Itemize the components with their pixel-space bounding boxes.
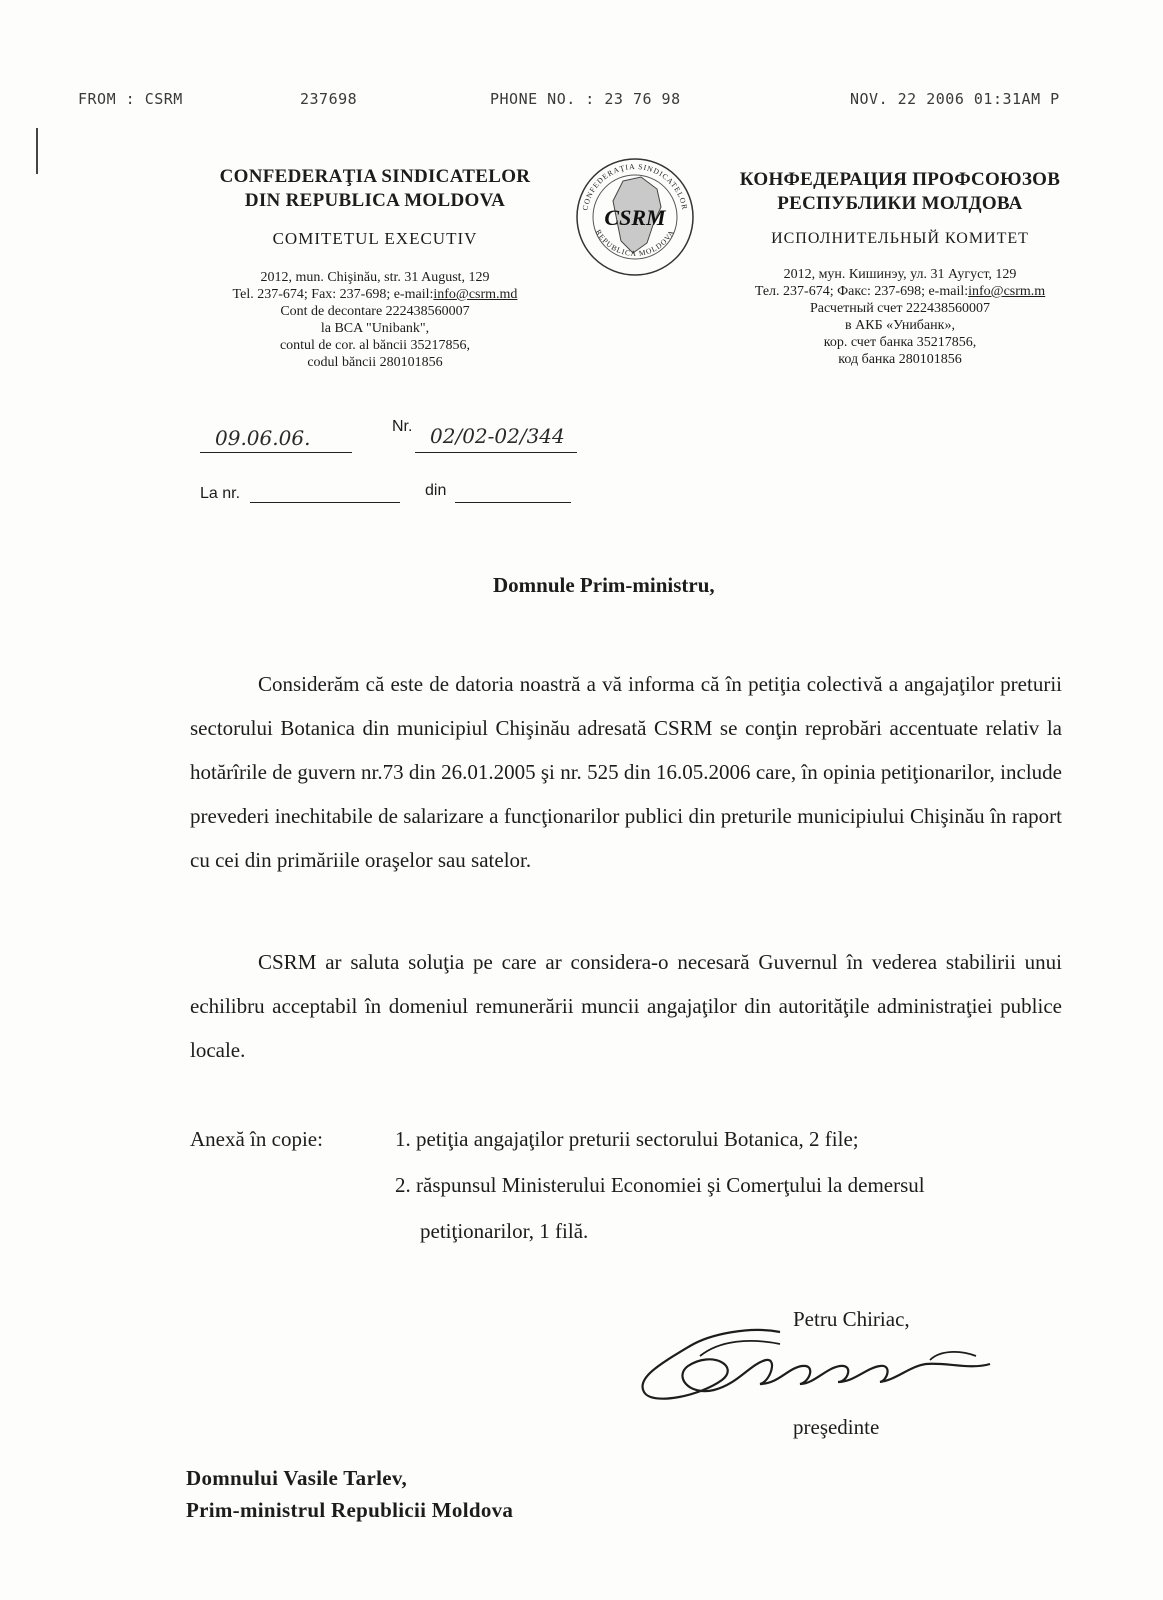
la-nr-line: [250, 502, 400, 503]
la-nr-label: La nr.: [200, 485, 241, 502]
fax-phone: PHONE NO. : 23 76 98: [490, 90, 681, 108]
bank-code-ro: codul băncii 280101856: [307, 355, 443, 370]
letter-date: 09.06.06.: [215, 426, 311, 450]
tel-fax-ro: Tel. 237-674; Fax: 237-698; e-mail:: [232, 287, 434, 302]
address-ru: 2012, мун. Кишинэу, ул. 31 Аугуст, 129: [783, 267, 1017, 282]
address-ro: 2012, mun. Chişinău, str. 31 August, 129: [260, 270, 490, 285]
bank-code-ru: код банка 280101856: [838, 352, 962, 367]
committee-ru: ИСПОЛНИТЕЛЬНЫЙ КОМИТЕТ: [771, 230, 1029, 247]
fax-datetime: NOV. 22 2006 01:31AM P: [850, 90, 1060, 108]
nr-underline: [415, 452, 577, 453]
account-ro: Cont de decontare 222438560007: [280, 304, 470, 319]
csrm-logo-icon: [573, 155, 697, 279]
nr-label: Nr.: [392, 418, 413, 435]
din-label: din: [425, 482, 447, 499]
bank-ru: в АКБ «Унибанк»,: [845, 318, 955, 333]
cor-account-ro: contul de cor. al băncii 35217856,: [279, 338, 471, 353]
paragraph-2: CSRM ar saluta soluţia pe care ar considera-o necesară Guvernul în vederea stabilirii unui echilibru acceptabil în domeniul remunerării muncii angajaţilor din autorităţile administraţiei publice locale.: [190, 950, 1062, 1062]
annex-label: Anexă în copie:: [190, 1127, 323, 1151]
signatory-name: Petru Chiriac,: [793, 1307, 910, 1331]
salutation: Domnule Prim-ministru,: [493, 573, 715, 597]
annex-item-2: 2. răspunsul Ministerului Economiei şi Comerţului la demersul: [395, 1173, 925, 1197]
account-ru: Расчетный счет 222438560007: [809, 301, 990, 316]
addressee-title: Prim-ministrul Republicii Moldova: [186, 1498, 514, 1522]
bank-ro: la BCA "Unibank",: [320, 321, 430, 336]
header-right: [715, 168, 1085, 368]
org-name-ro-line2: DIN REPUBLICA MOLDOVA: [244, 190, 506, 211]
signatory-title: preşedinte: [793, 1415, 880, 1439]
logo-ring-bottom: REPUBLICA MOLDOVA: [593, 227, 677, 258]
addressee: [186, 1462, 513, 1526]
fax-number: 237698: [300, 90, 358, 108]
email-ro[interactable]: info@csrm.md: [433, 287, 518, 302]
header-left: [190, 165, 560, 371]
annex-item-1: 1. petiţia angajaţilor preturii sectorului Botanica, 2 file;: [395, 1127, 859, 1151]
committee-ro: COMITETUL EXECUTIV: [272, 229, 478, 248]
fax-from: FROM : CSRM: [78, 90, 183, 108]
cor-account-ru: кор. счет банка 35217856,: [823, 335, 977, 350]
logo-ring-top: CONFEDERAŢIA SINDICATELOR: [580, 161, 690, 212]
addressee-name: Domnului Vasile Tarlev,: [186, 1466, 408, 1490]
annex-item-2-cont: petiţionarilor, 1 filă.: [420, 1219, 589, 1243]
paragraph-1: Considerăm că este de datoria noastră a vă informa că în petiţia colectivă a angajaţilor preturii sectorului Botanica din municipiul Chişinău adresată CSRM se conţin reprobări accentuate relativ la hotărîrile de guvern nr.73 din 26.01.2005 şi nr. 525 din 16.05.2006 care, în opinia petiţionarilor, include prevederi inechitabile de salarizare a funcţionarilor publici din preturile municipiului Chişinău în raport cu cei din primăriile oraşelor sau satelor.: [190, 672, 1062, 872]
margin-mark: [36, 128, 38, 174]
signature-icon: [630, 1320, 1010, 1410]
org-name-ro-line1: CONFEDERAŢIA SINDICATELOR: [219, 166, 531, 187]
email-ru[interactable]: info@csrm.m: [968, 284, 1046, 299]
csrm-logo: [573, 155, 697, 279]
org-name-ru-line2: РЕСПУБЛИКИ МОЛДОВА: [777, 193, 1023, 214]
date-underline: [200, 452, 352, 453]
tel-fax-ru: Тел. 237-674; Факс: 237-698; e-mail:: [754, 284, 969, 299]
din-line: [455, 502, 571, 503]
logo-center-text: CSRM: [604, 205, 666, 230]
nr-value: 02/02-02/344: [430, 424, 565, 448]
org-name-ru-line1: КОНФЕДЕРАЦИЯ ПРОФСОЮЗОВ: [739, 169, 1061, 190]
